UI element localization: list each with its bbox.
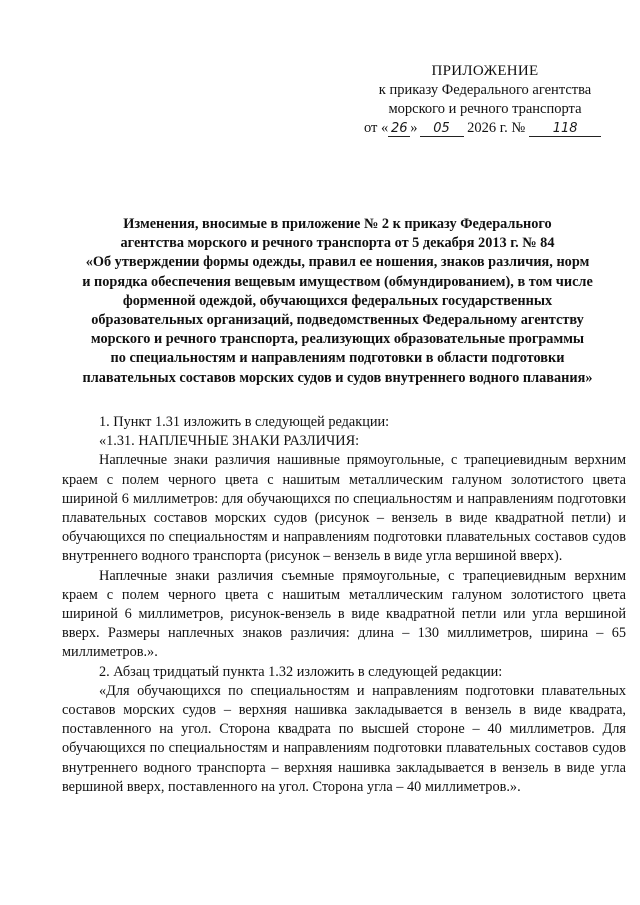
- paragraph-monogram: «Для обучающихся по специальностям и направлениям подготовки плавательных составов морских судов – верхняя нашивка закладывается в вензель в виде квадрата, поставленного на угол. Сторона квадрата по высшей стороне – 40 миллиметров. Для обучающихся по специальностям и направлениям подготовки плавательных составов судов внутреннего водного транспорта – верхняя нашивка закладывается в вензель в виде угла вершиной вверх, поставленного на угол. Сторона угла – 40 миллиметров.».: [62, 682, 626, 795]
- heading-line: «Об утверждении формы одежды, правил ее ношения, знаков различия, норм: [85, 254, 590, 271]
- document-body: [62, 413, 626, 797]
- paragraph-section-title: «1.31. НАПЛЕЧНЫЕ ЗНАКИ РАЗЛИЧИЯ:: [99, 433, 360, 450]
- heading-line: и порядка обеспечения вещевым имуществом (обмундированием), в том числе: [82, 273, 593, 290]
- appendix-line-1: к приказу Федерального агентства: [378, 82, 592, 98]
- order-prefix: от «: [364, 120, 389, 136]
- paragraph-removable-insignia: Наплечные знаки различия съемные прямоугольные, с трапециевидным верхним краем с полем черного цвета с нашитым металлическим галуном золотистого цвета шириной 6 миллиметров, рисунок-вензель в виде квадратной петли или угла вершиной вверх. Размеры наплечных знаков различия: длина – 130 миллиметров, ширина – 65 миллиметров.».: [62, 567, 626, 661]
- appendix-block: [360, 62, 610, 119]
- order-year-text: 2026 г. №: [467, 120, 526, 136]
- heading-line: форменной одеждой, обучающихся федеральных государственных: [122, 292, 553, 309]
- order-day-handwritten: 26: [388, 121, 410, 137]
- heading-line: по специальностям и направлениям подготовки в области подготовки: [110, 350, 565, 367]
- order-quote-close: »: [410, 120, 418, 136]
- heading-line: Изменения, вносимые в приложение № 2 к приказу Федерального: [123, 216, 552, 232]
- heading-line: агентства морского и речного транспорта от 5 декабря 2013 г. № 84: [120, 235, 555, 252]
- appendix-title: ПРИЛОЖЕНИЕ: [431, 63, 539, 79]
- order-number-handwritten: 118: [529, 121, 601, 137]
- paragraph-sewn-insignia: Наплечные знаки различия нашивные прямоугольные, с трапециевидным верхним краем с полем черного цвета с нашитым металлическим галуном золотистого цвета шириной 6 миллиметров: для обучающихся по специальностям и направлениям подготовки плавательных составов морских судов (рисунок – вензель в виде квадратной петли) и обучающихся по специальностям и направлениям подготовки плавательных составов судов внутреннего водного транспорта (рисунок – вензель в виде угла вершиной вверх).: [62, 452, 626, 565]
- document-heading: [55, 215, 620, 388]
- paragraph-item-1: 1. Пункт 1.31 изложить в следующей редакции:: [99, 414, 390, 430]
- heading-line: морского и речного транспорта, реализующих образовательные программы: [90, 331, 585, 348]
- appendix-line-2: морского и речного транспорта: [388, 101, 582, 117]
- order-date-number: [364, 120, 614, 137]
- heading-line: плавательных составов морских судов и судов внутреннего водного плавания»: [82, 369, 593, 386]
- paragraph-item-2: 2. Абзац тридцатый пункта 1.32 изложить в следующей редакции:: [99, 663, 503, 680]
- order-month-handwritten: 05: [420, 121, 464, 137]
- heading-line: образовательных организаций, подведомственных Федеральному агентству: [91, 312, 584, 329]
